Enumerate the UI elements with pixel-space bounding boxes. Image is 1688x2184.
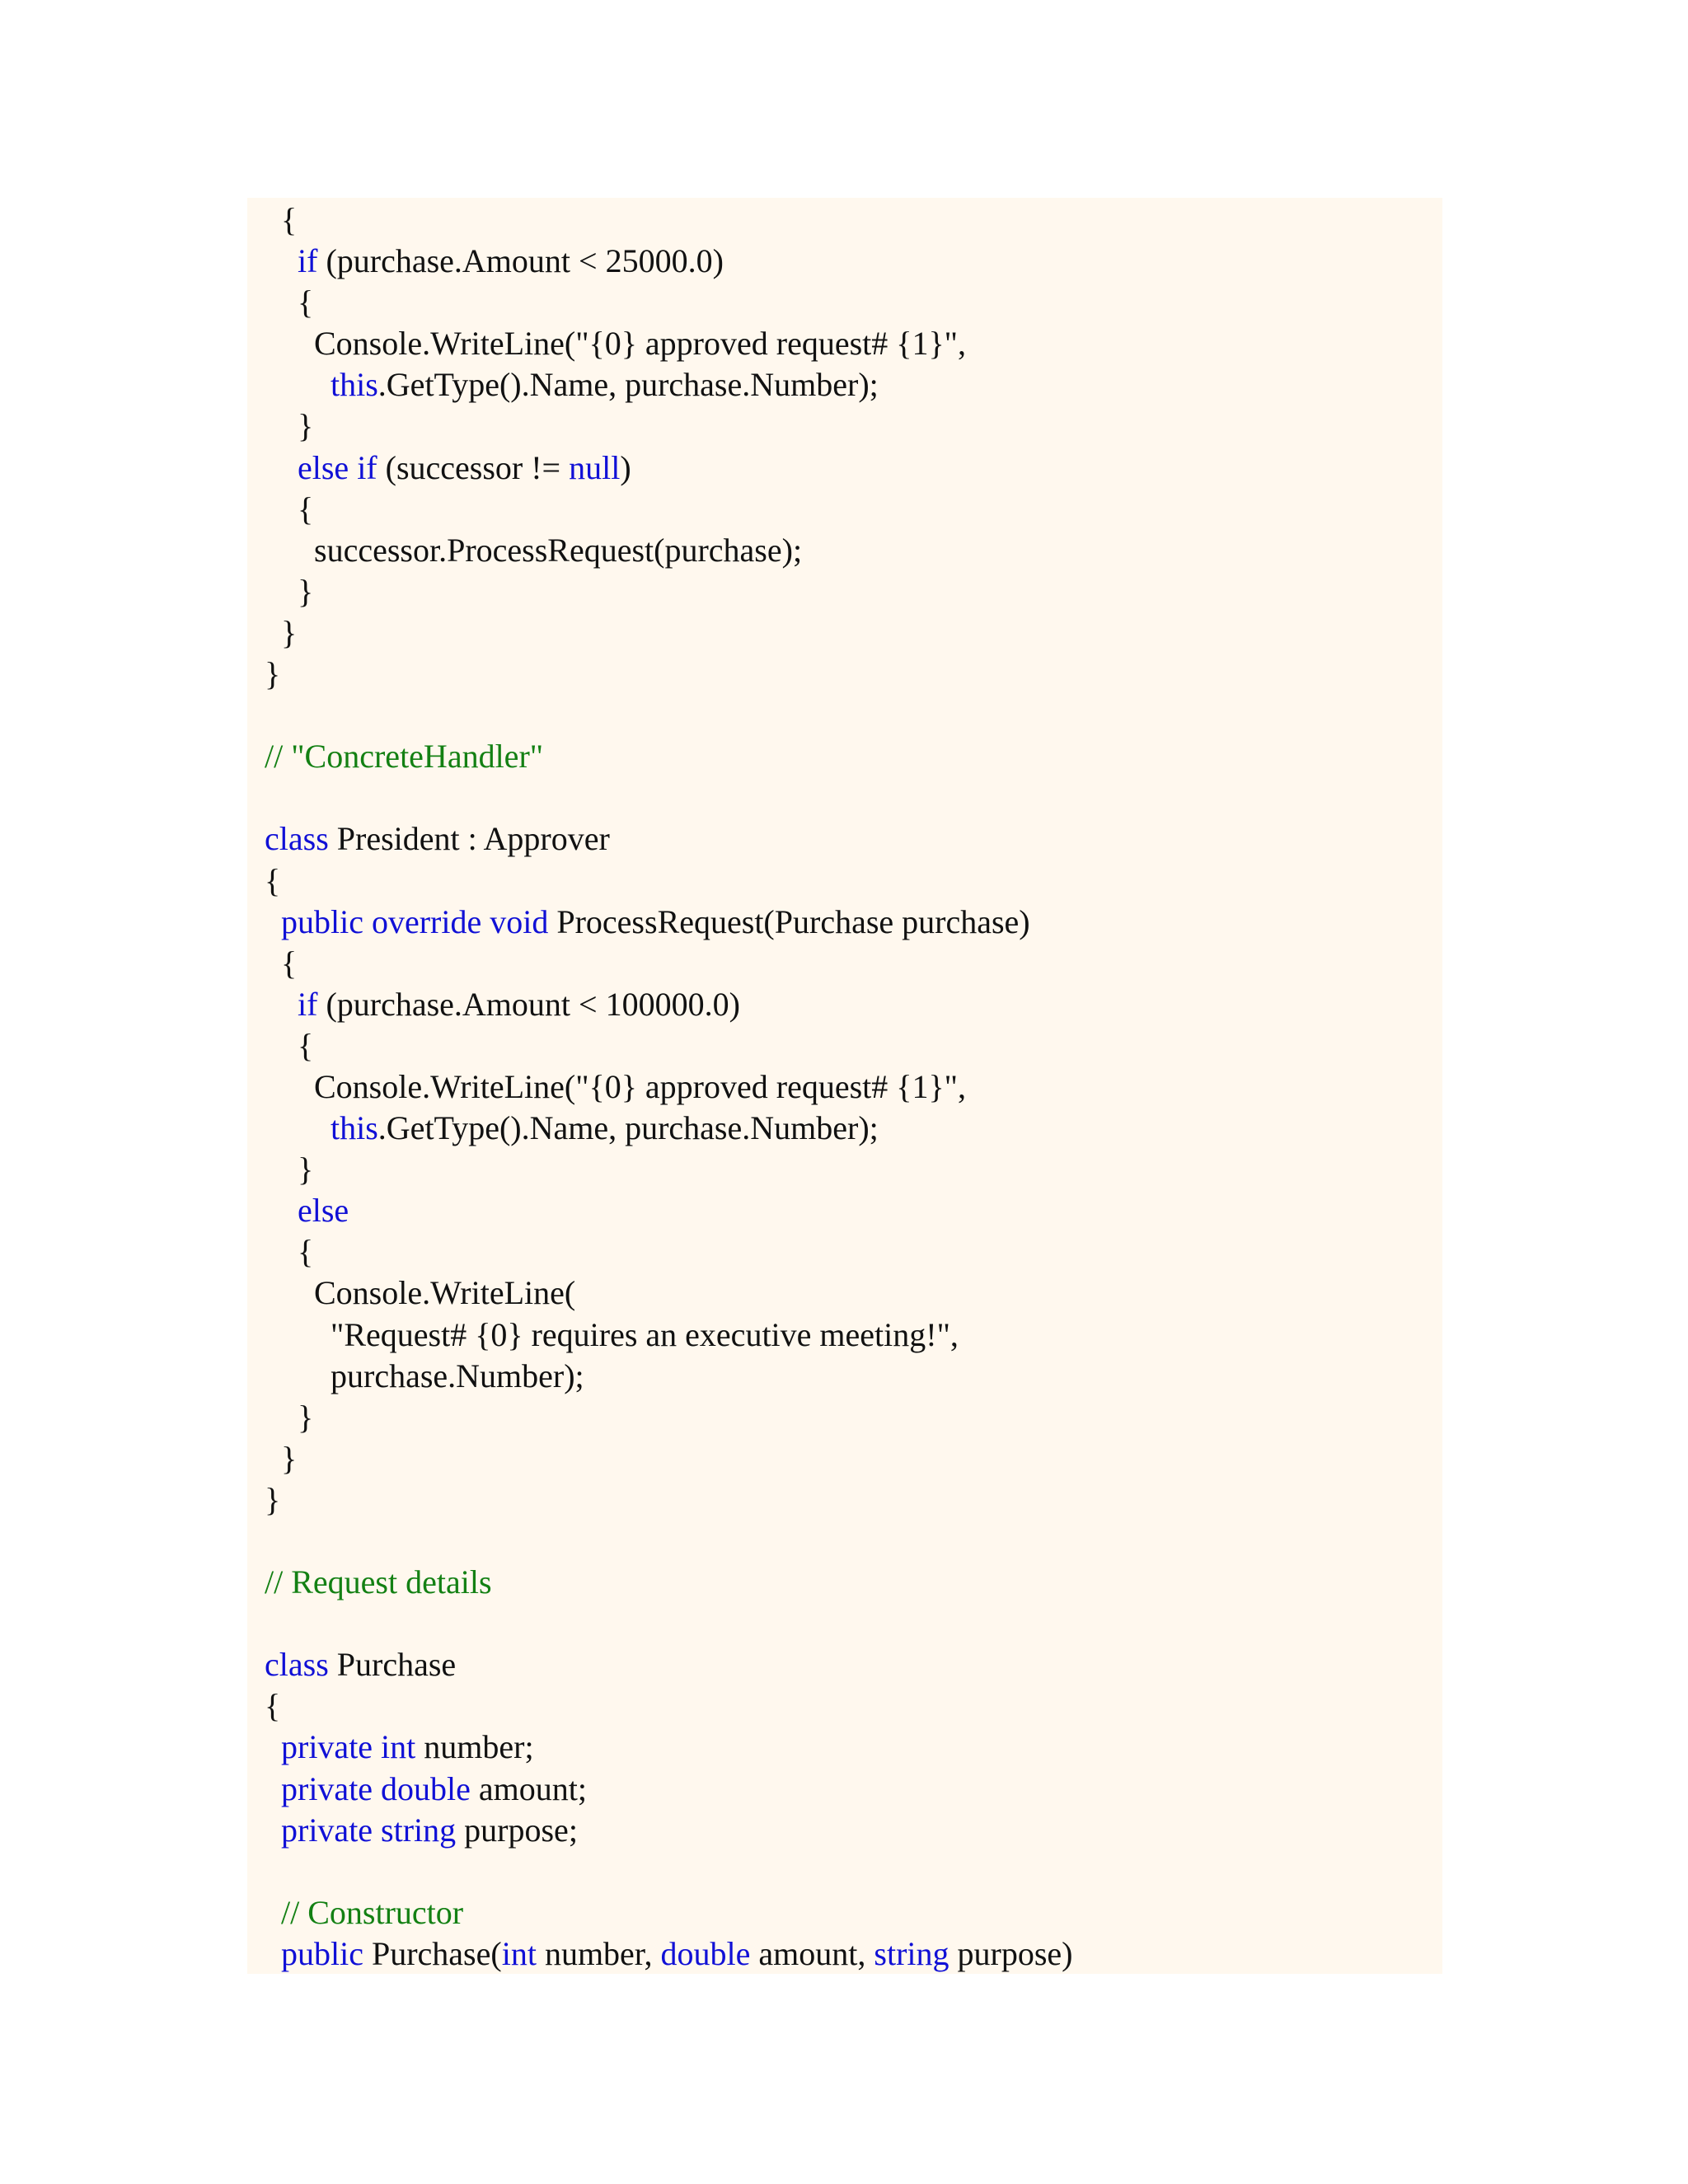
code-text: { bbox=[265, 284, 314, 321]
code-keyword: public bbox=[281, 1934, 363, 1972]
code-text bbox=[265, 903, 281, 940]
code-keyword: this bbox=[331, 366, 378, 404]
code-text bbox=[265, 1770, 281, 1807]
code-keyword: else if bbox=[298, 448, 377, 486]
code-line bbox=[265, 1315, 1072, 1356]
code-line bbox=[265, 1851, 1072, 1892]
code-keyword: class bbox=[265, 1646, 329, 1684]
code-text: { bbox=[265, 201, 298, 238]
code-line bbox=[265, 736, 1072, 777]
code-text bbox=[265, 242, 298, 279]
code-text: { bbox=[265, 490, 314, 527]
code-line bbox=[265, 199, 1072, 241]
code-line bbox=[265, 1108, 1072, 1149]
code-text: .GetType().Name, purchase.Number); bbox=[377, 366, 879, 404]
code-keyword: private double bbox=[281, 1769, 471, 1807]
code-text: President : Approver bbox=[328, 820, 610, 858]
code-line bbox=[265, 364, 1072, 405]
code-comment: // "ConcreteHandler" bbox=[265, 738, 544, 776]
code-keyword: double bbox=[660, 1934, 751, 1972]
code-text: } bbox=[265, 1439, 298, 1477]
code-text bbox=[265, 1935, 281, 1972]
code-text: } bbox=[265, 1398, 314, 1436]
code-text: amount; bbox=[470, 1769, 588, 1807]
code-text: (successor != bbox=[377, 448, 570, 486]
code-line bbox=[265, 1438, 1072, 1479]
code-keyword: public override void bbox=[281, 902, 549, 940]
code-text: amount, bbox=[750, 1934, 874, 1972]
code-line bbox=[265, 1521, 1072, 1562]
code-line bbox=[265, 1644, 1072, 1685]
code-text: ProcessRequest(Purchase purchase) bbox=[548, 902, 1030, 940]
code-line bbox=[265, 695, 1072, 736]
code-line bbox=[265, 818, 1072, 860]
code-text bbox=[265, 1192, 298, 1229]
code-line bbox=[265, 1231, 1072, 1272]
code-line bbox=[265, 943, 1072, 984]
code-text: (purchase.Amount < 100000.0) bbox=[317, 985, 740, 1023]
code-text: purchase.Number); bbox=[265, 1357, 584, 1394]
code-line bbox=[265, 1356, 1072, 1397]
code-line bbox=[265, 241, 1072, 282]
code-keyword: int bbox=[501, 1934, 537, 1972]
code-text: { bbox=[265, 944, 298, 982]
code-line bbox=[265, 654, 1072, 695]
code-keyword: this bbox=[331, 1109, 378, 1147]
code-keyword: if bbox=[298, 985, 318, 1023]
code-text bbox=[265, 1728, 281, 1765]
code-line bbox=[265, 612, 1072, 654]
code-keyword: class bbox=[265, 820, 329, 858]
code-comment: // Request details bbox=[265, 1563, 492, 1601]
code-line bbox=[265, 1769, 1072, 1810]
code-comment: // Constructor bbox=[281, 1893, 464, 1931]
code-keyword: string bbox=[874, 1934, 950, 1972]
code-line bbox=[265, 448, 1072, 489]
code-text: number; bbox=[415, 1728, 534, 1766]
code-keyword: null bbox=[569, 448, 621, 486]
code-text bbox=[265, 1109, 331, 1146]
code-text: { bbox=[265, 1687, 281, 1725]
code-line bbox=[265, 1190, 1072, 1231]
code-text bbox=[265, 449, 298, 486]
code-line bbox=[265, 1025, 1072, 1066]
code-keyword: if bbox=[298, 242, 318, 280]
code-text: Purchase( bbox=[363, 1934, 502, 1972]
code-text: .GetType().Name, purchase.Number); bbox=[377, 1109, 879, 1147]
code-line bbox=[265, 1479, 1072, 1521]
code-text: Console.WriteLine("{0} approved request# {1}", bbox=[265, 1067, 966, 1105]
code-text: { bbox=[265, 1026, 314, 1064]
code-line bbox=[265, 1397, 1072, 1438]
code-text: number, bbox=[536, 1934, 661, 1972]
code-text: Console.WriteLine( bbox=[265, 1274, 576, 1312]
code-line bbox=[265, 571, 1072, 612]
code-text bbox=[265, 1894, 281, 1931]
code-text: purpose) bbox=[949, 1934, 1073, 1972]
code-line bbox=[265, 489, 1072, 530]
code-line bbox=[265, 1149, 1072, 1190]
code-line bbox=[265, 1562, 1072, 1603]
code-listing bbox=[265, 199, 1072, 1975]
code-text: successor.ProcessRequest(purchase); bbox=[265, 531, 803, 569]
code-line bbox=[265, 984, 1072, 1025]
code-line bbox=[265, 323, 1072, 364]
code-text: (purchase.Amount < 25000.0) bbox=[317, 242, 724, 280]
code-line bbox=[265, 902, 1072, 943]
code-line bbox=[265, 1892, 1072, 1933]
code-text: Console.WriteLine("{0} approved request# {1}", bbox=[265, 325, 966, 363]
code-text: } bbox=[265, 1151, 314, 1188]
code-text: } bbox=[265, 613, 298, 651]
code-line bbox=[265, 860, 1072, 902]
code-text bbox=[265, 986, 298, 1023]
code-text: } bbox=[265, 407, 314, 445]
code-line bbox=[265, 282, 1072, 323]
code-text: ) bbox=[620, 448, 631, 486]
code-line bbox=[265, 1810, 1072, 1851]
code-text: { bbox=[265, 1233, 314, 1271]
code-text bbox=[265, 1811, 281, 1849]
code-line bbox=[265, 1066, 1072, 1108]
code-line bbox=[265, 405, 1072, 447]
code-line bbox=[265, 1272, 1072, 1314]
code-line bbox=[265, 1685, 1072, 1727]
code-text: purpose; bbox=[456, 1811, 578, 1849]
code-text: } bbox=[265, 1480, 281, 1518]
code-line bbox=[265, 530, 1072, 571]
code-text bbox=[265, 366, 331, 403]
code-text: { bbox=[265, 861, 281, 899]
code-line bbox=[265, 777, 1072, 818]
code-keyword: private int bbox=[281, 1728, 416, 1766]
code-text: Purchase bbox=[328, 1646, 457, 1684]
code-text: } bbox=[265, 655, 281, 693]
code-line bbox=[265, 1933, 1072, 1975]
code-text: "Request# {0} requires an executive meeting!", bbox=[265, 1315, 959, 1353]
code-line bbox=[265, 1603, 1072, 1644]
code-keyword: private string bbox=[281, 1811, 457, 1849]
code-keyword: else bbox=[298, 1192, 349, 1230]
code-text: } bbox=[265, 572, 314, 610]
code-line bbox=[265, 1727, 1072, 1768]
